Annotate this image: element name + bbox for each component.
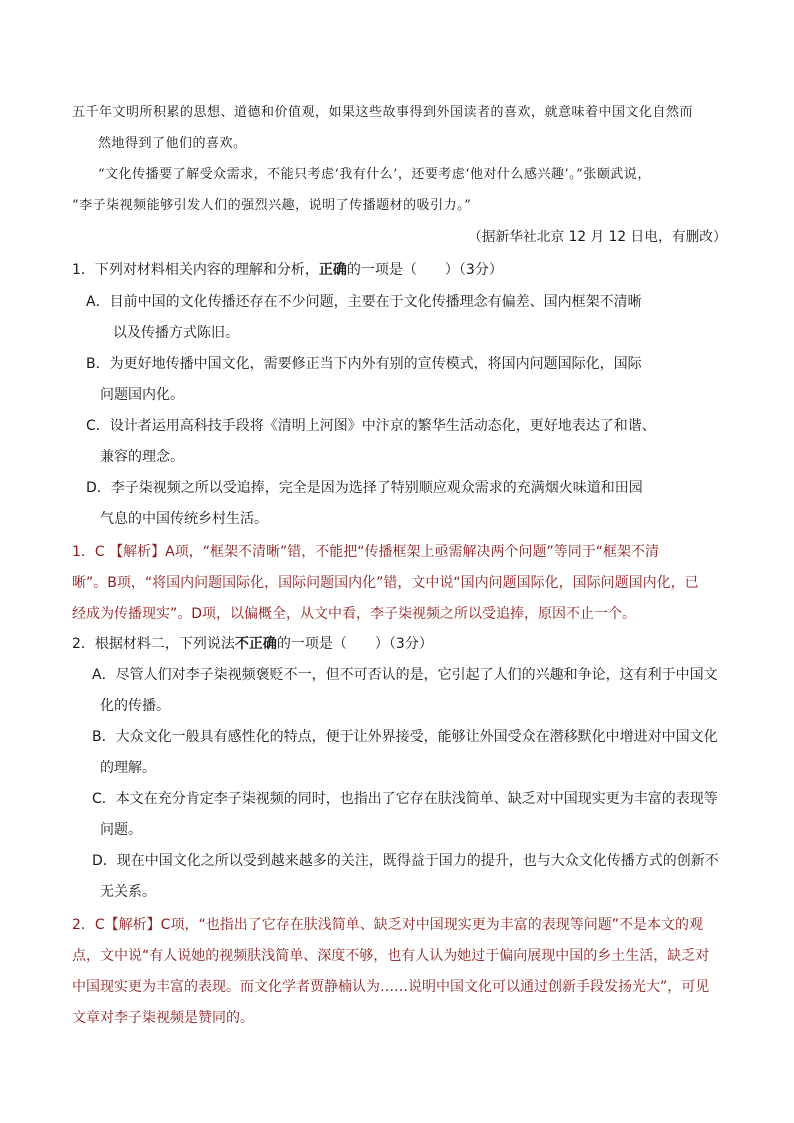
q2-option-a-line2: 化的传播。 <box>100 698 170 714</box>
passage-p2-line2: “李子柒视频能够引发人们的强烈兴趣，说明了传播题材的吸引力。” <box>72 198 472 213</box>
q2-option-c-line2: 问题。 <box>100 822 142 838</box>
q1-option-b-line1: B．为更好地传播中国文化，需要修正当下内外有别的宣传模式，将国内问题国际化，国际 <box>86 356 642 372</box>
q1-option-d-line2: 气息的中国传统乡村生活。 <box>100 511 268 527</box>
q1-stem-emphasis: 正确 <box>318 262 347 278</box>
q1-option-c-line1: C．设计者运用高科技手段将《清明上河图》中汴京的繁华生活动态化，更好地表达了和谐、 <box>86 418 656 434</box>
a2-line2: 点，文中说“有人说她的视频肤浅简单、深度不够，也有人认为她过于偏向展现中国的乡土生活，缺乏对 <box>72 948 710 964</box>
passage-p2-line1: “文化传播要了解受众需求，不能只考虑‘我有什么’，还要考虑‘他对什么感兴趣’。”张颐武说， <box>98 167 651 182</box>
q1-option-b-line2: 问题国内化。 <box>100 387 184 403</box>
a2-line4: 文章对李子柒视频是赞同的。 <box>72 1010 254 1026</box>
q1-option-c-line2: 兼容的理念。 <box>100 449 184 465</box>
q2-option-d-line2: 无关系。 <box>100 884 156 900</box>
a1-line3: 经成为传播现实”。D项，以偏概全，从文中看，李子柒视频之所以受追捧，原因不止一个。 <box>72 606 637 622</box>
a2-line1: 2．C【解析】C项，“也指出了它存在肤浅简单、缺乏对中国现实更为丰富的表现等问题”不是本文的观 <box>72 917 703 933</box>
q2-stem-a: 2．根据材料二，下列说法 <box>72 636 235 652</box>
q1-stem-a: 1．下列对材料相关内容的理解和分析， <box>72 262 319 278</box>
q2-option-a-line1: A．尽管人们对李子柒视频褒贬不一，但不可否认的是，它引起了人们的兴趣和争论，这有利于中国文 <box>92 667 718 683</box>
q1-option-d-line1: D．李子柒视频之所以受追捧，完全是因为选择了特别顺应观众需求的充满烟火味道和田园 <box>86 480 643 496</box>
q2-stem-c: 的一项是（ ）（3分） <box>276 636 433 652</box>
passage-p1-line1: 五千年文明所积累的思想、道德和价值观，如果这些故事得到外国读者的喜欢，就意味着中国文化自然而 <box>72 105 694 120</box>
q1-option-a-line1: A．目前中国的文化传播还存在不少问题，主要在于文化传播理念有偏差、国内框架不清晰 <box>86 294 642 310</box>
q2-stem <box>72 637 433 651</box>
q1-stem-c: 的一项是（ ）（3分） <box>346 262 503 278</box>
passage-source: （据新华社北京 12 月 12 日电，有删改） <box>468 229 727 245</box>
a2-line3: 中国现实更为丰富的表现。而文化学者贾静楠认为……说明中国文化可以通过创新手段发扬光大”，可见 <box>72 979 710 995</box>
passage-p1-line2: 然地得到了他们的喜欢。 <box>98 136 247 151</box>
q2-stem-emphasis: 不正确 <box>234 636 277 652</box>
a1-line2: 晰”。B项，“将国内问题国际化，国际问题国内化”错，文中说“国内问题国际化，国际问题国内化，已 <box>72 575 699 591</box>
q2-option-b-line1: B．大众文化一般具有感性化的特点，便于让外界接受，能够让外国受众在潜移默化中增进对中国文化 <box>92 729 718 745</box>
q1-option-a-line2: 以及传播方式陈旧。 <box>113 325 239 341</box>
q2-option-b-line2: 的理解。 <box>100 760 156 776</box>
q2-option-d-line1: D．现在中国文化之所以受到越来越多的关注，既得益于国力的提升，也与大众文化传播方式的创新不 <box>92 853 719 869</box>
a1-line1: 1．C 【解析】A项，“框架不清晰”错，不能把“传播框架上亟需解决两个问题”等同于“框架不清 <box>72 544 659 560</box>
q2-option-c-line1: C．本文在充分肯定李子柒视频的同时，也指出了它存在肤浅简单、缺乏对中国现实更为丰富的表现等 <box>92 791 718 807</box>
q1-stem <box>72 263 503 277</box>
